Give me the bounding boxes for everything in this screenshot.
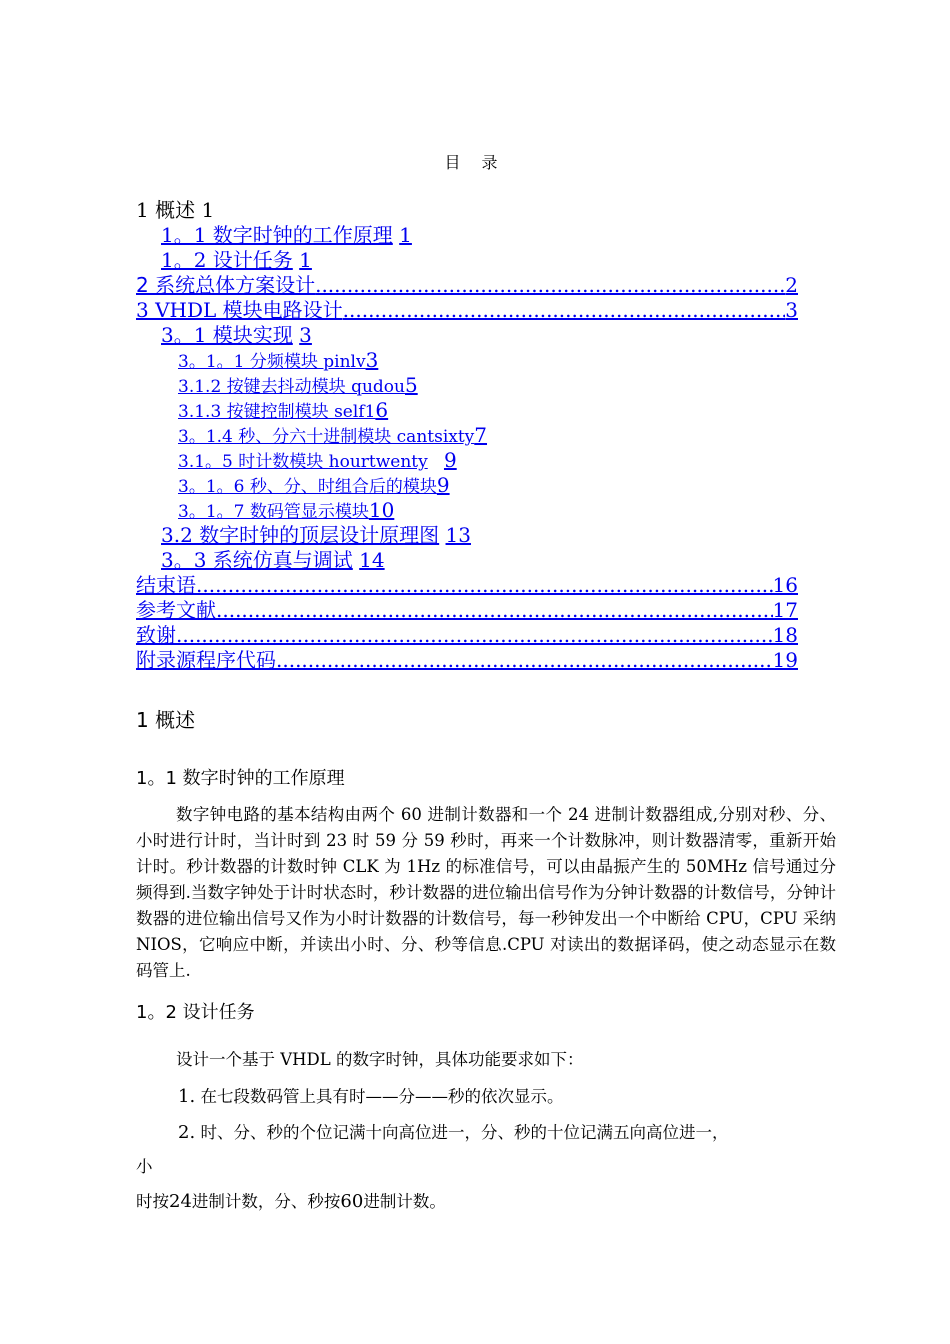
section-heading-1: 1 概述 bbox=[136, 708, 196, 732]
toc-link-page[interactable]: 1 bbox=[399, 223, 412, 247]
toc-link-page[interactable]: 17 bbox=[772, 598, 798, 622]
toc-link-page[interactable]: 1 bbox=[299, 248, 312, 272]
task-intro: 设计一个基于 VHDL 的数字时钟，具体功能要求如下： bbox=[176, 1050, 584, 1069]
toc-title: 目 录 bbox=[444, 153, 506, 172]
text-segment: 进制计数。 bbox=[363, 1192, 446, 1211]
toc-entry-3[interactable] bbox=[136, 298, 798, 323]
toc-entry-1-1[interactable] bbox=[136, 223, 798, 248]
toc-link-text[interactable]: 3。3 系统仿真与调试 bbox=[161, 548, 353, 572]
task-item-2-continuation: 小 bbox=[136, 1157, 153, 1176]
task-item-1 bbox=[178, 1083, 563, 1107]
section-heading-1-1: 1。1 数字时钟的工作原理 bbox=[136, 768, 345, 789]
toc-link-page[interactable]: 3 bbox=[785, 298, 798, 322]
toc-link-text[interactable]: 3。1。6 秒、分、时组合后的模块 bbox=[178, 477, 437, 497]
toc-entry-1-2[interactable] bbox=[136, 248, 798, 273]
toc-link-page[interactable]: 9 bbox=[443, 448, 457, 472]
toc-entry-label: 1 概述 bbox=[136, 198, 196, 222]
toc-link-text[interactable]: 3。1 模块实现 bbox=[161, 323, 293, 347]
toc-link-page[interactable]: 6 bbox=[375, 398, 389, 422]
toc-entry-acknowledgements[interactable] bbox=[136, 623, 798, 648]
toc-entry-overview bbox=[136, 198, 798, 223]
toc-link-page[interactable]: 9 bbox=[436, 473, 450, 497]
toc-leader-dots bbox=[196, 573, 773, 598]
toc-entry-3-1-5[interactable] bbox=[136, 448, 798, 473]
toc-link-page[interactable]: 13 bbox=[445, 523, 471, 547]
text-segment: 时按 bbox=[136, 1192, 169, 1211]
toc-link-text[interactable]: 3。1.4 秒、分六十进制模块 cantsixty bbox=[178, 427, 475, 447]
toc-link-page[interactable]: 7 bbox=[474, 423, 488, 447]
toc-link-page[interactable]: 14 bbox=[359, 548, 385, 572]
toc-link-text[interactable]: 1。1 数字时钟的工作原理 bbox=[161, 223, 393, 247]
toc-link-text[interactable]: 致谢 bbox=[136, 623, 176, 647]
toc-link-text[interactable]: 1。2 设计任务 bbox=[161, 248, 293, 272]
toc-entry-2[interactable] bbox=[136, 273, 798, 298]
toc-entry-3-1-7[interactable] bbox=[136, 498, 798, 523]
toc-entry-3-2[interactable] bbox=[136, 523, 798, 548]
task-item-text: 在七段数码管上具有时——分——秒的依次显示。 bbox=[200, 1087, 564, 1106]
toc-link-text[interactable]: 3.1.3 按键控制模块 self1 bbox=[178, 402, 376, 422]
number-24: 24 bbox=[169, 1191, 192, 1212]
toc-link-page[interactable]: 18 bbox=[772, 623, 798, 647]
toc-link-page[interactable]: 16 bbox=[772, 573, 798, 597]
toc-entry-3-1-4[interactable] bbox=[136, 423, 798, 448]
task-item-number: 2. bbox=[178, 1122, 196, 1143]
toc-link-text[interactable]: 3.2 数字时钟的顶层设计原理图 bbox=[161, 523, 440, 547]
toc-leader-dots bbox=[276, 648, 773, 673]
toc-link-text[interactable]: 2 系统总体方案设计 bbox=[136, 273, 316, 297]
toc-link-page[interactable]: 3 bbox=[365, 348, 379, 372]
toc-entry-conclusion[interactable] bbox=[136, 573, 798, 598]
toc-entry-appendix[interactable] bbox=[136, 648, 798, 673]
toc-link-text[interactable]: 3。1。1 分频模块 pinlv bbox=[178, 352, 366, 372]
body-paragraph: 数字钟电路的基本结构由两个 60 进制计数器和一个 24 进制计数器组成,分别对秒、分、小时进行计时，当计时到 23 时 59 分 59 秒时，再来一个计数脉冲，则计数器清零，重新开始计时。秒计数器的计数时钟 CLK 为 1Hz 的标准信号，可以由晶振产生的 50MHz 信号通过分频得到.当数字钟处于计时状态时，秒计数器的进位输出信号作为分钟计数器的计数信号，分钟计数器的进位输出信号又作为小时计数器的计数信号，每一秒钟发出一个中断给 CPU，CPU 采纳 NIOS，它响应中断，并读出小时、分、秒等信息.CPU 对读出的数据译码，使之动态显示在数码管上. bbox=[136, 805, 836, 980]
task-item-2 bbox=[178, 1119, 728, 1143]
toc-leader-dots bbox=[343, 298, 786, 323]
toc-link-text[interactable]: 参考文献 bbox=[136, 598, 216, 622]
toc-link-page[interactable]: 10 bbox=[368, 498, 395, 522]
toc-link-text[interactable]: 3.1.2 按键去抖动模块 qudou bbox=[178, 377, 405, 397]
toc-entry-3-1-6[interactable] bbox=[136, 473, 798, 498]
toc-link-text[interactable]: 3。1。7 数码管显示模块 bbox=[178, 502, 369, 522]
toc-link-text[interactable]: 结束语 bbox=[136, 573, 196, 597]
task-item-text: 时、分、秒的个位记满十向高位进一，分、秒的十位记满五向高位进一， bbox=[200, 1123, 729, 1142]
toc-entry-3-1-2[interactable] bbox=[136, 373, 798, 398]
toc-entry-references[interactable] bbox=[136, 598, 798, 623]
toc-link-text[interactable]: 附录源程序代码 bbox=[136, 648, 276, 672]
toc-entry-3-1[interactable] bbox=[136, 323, 798, 348]
toc-link-page[interactable]: 2 bbox=[785, 273, 798, 297]
task-item-2-line-2 bbox=[136, 1188, 446, 1212]
toc-leader-dots bbox=[315, 273, 785, 298]
toc-link-page[interactable]: 3 bbox=[299, 323, 312, 347]
task-item-number: 1. bbox=[178, 1086, 196, 1107]
toc-link-page[interactable]: 5 bbox=[404, 373, 418, 397]
toc-entry-3-1-1[interactable] bbox=[136, 348, 798, 373]
toc-leader-dots bbox=[216, 598, 773, 623]
number-60: 60 bbox=[340, 1191, 364, 1212]
section-heading-1-2: 1。2 设计任务 bbox=[136, 1002, 255, 1023]
toc-link-page[interactable]: 19 bbox=[772, 648, 798, 672]
toc-entry-3-3[interactable] bbox=[136, 548, 798, 573]
toc-link-text[interactable]: 3.1。5 时计数模块 hourtwenty bbox=[178, 452, 428, 472]
toc-leader-dots bbox=[176, 623, 773, 648]
text-segment: 进制计数，分、秒按 bbox=[191, 1192, 341, 1211]
table-of-contents bbox=[136, 198, 798, 673]
toc-entry-3-1-3[interactable] bbox=[136, 398, 798, 423]
toc-link-text[interactable]: 3 VHDL 模块电路设计 bbox=[136, 298, 343, 322]
toc-entry-page: 1 bbox=[201, 198, 215, 222]
